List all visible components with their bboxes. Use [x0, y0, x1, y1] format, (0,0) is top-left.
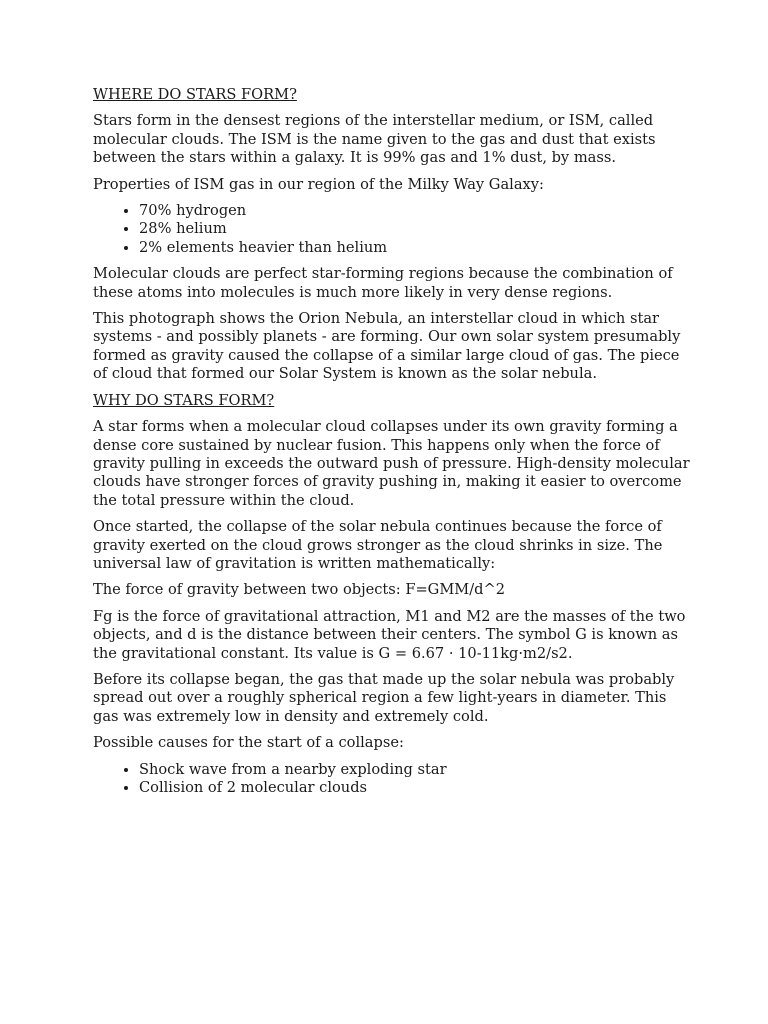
- paragraph-solar-nebula: Before its collapse began, the gas that made up the solar nebula was probably spread out over a roughly spherical region a few light-years in diameter. This gas was extremely low in density and extremely cold.: [93, 670, 675, 725]
- list-item: • Collision of 2 molecular clouds: [139, 779, 693, 797]
- paragraph-ism-definition: Stars form in the densest regions of the interstellar medium, or ISM, called molecular clouds. The ISM is the name given to the gas and dust that exists between the stars within a galaxy. It is 99% gas and 1% dust, by mass.: [93, 112, 656, 167]
- list-item: • 70% hydrogen: [139, 202, 693, 220]
- paragraph-orion-nebula: This photograph shows the Orion Nebula, an interstellar cloud in which star systems - and possibly planets - are forming. Our own solar system presumably formed as gravity caused the collapse of a similar large cloud of gas. The piece of cloud that formed our Solar System is known as the solar nebula.: [93, 310, 681, 383]
- paragraph-star-formation: A star forms when a molecular cloud collapses under its own gravity forming a dense core sustained by nuclear fusion. This happens only when the force of gravity pulling in exceeds the outward push of pressure. High-density molecular clouds have stronger forces of gravity pushing in, making it easier to overcome the total pressure within the cloud.: [93, 418, 690, 509]
- list-item: • 28% helium: [139, 220, 693, 238]
- paragraph-collapse-continues: Once started, the collapse of the solar nebula continues because the force of gravity exerted on the cloud grows stronger as the cloud shrinks in size. The universal law of gravitation is written mathematically:: [93, 518, 663, 572]
- paragraph-ism-properties-intro: Properties of ISM gas in our region of the Milky Way Galaxy:: [93, 175, 544, 193]
- paragraph-formula-explanation: Fg is the force of gravitational attraction, M1 and M2 are the masses of the two objects, and d is the distance between their centers. The symbol G is known as the gravitational constant. Its value is G = 6.67 · 10-11kg·m2/s2.: [93, 607, 686, 662]
- paragraph-molecular-clouds: Molecular clouds are perfect star-forming regions because the combination of these atoms into molecules is much more likely in very dense regions.: [93, 265, 673, 301]
- heading-why-do-stars-form: WHY DO STARS FORM?: [93, 391, 275, 409]
- list-item: • 2% elements heavier than helium: [139, 239, 693, 257]
- list-collapse-causes: [93, 761, 693, 798]
- document-page: [93, 86, 693, 805]
- paragraph-collapse-causes-intro: Possible causes for the start of a collapse:: [93, 734, 404, 752]
- list-ism-composition: [93, 202, 693, 257]
- heading-where-do-stars-form: WHERE DO STARS FORM?: [93, 86, 297, 103]
- paragraph-gravity-formula: The force of gravity between two objects: F=GMM/d^2: [93, 581, 505, 599]
- list-item: • Shock wave from a nearby exploding star: [139, 761, 693, 779]
